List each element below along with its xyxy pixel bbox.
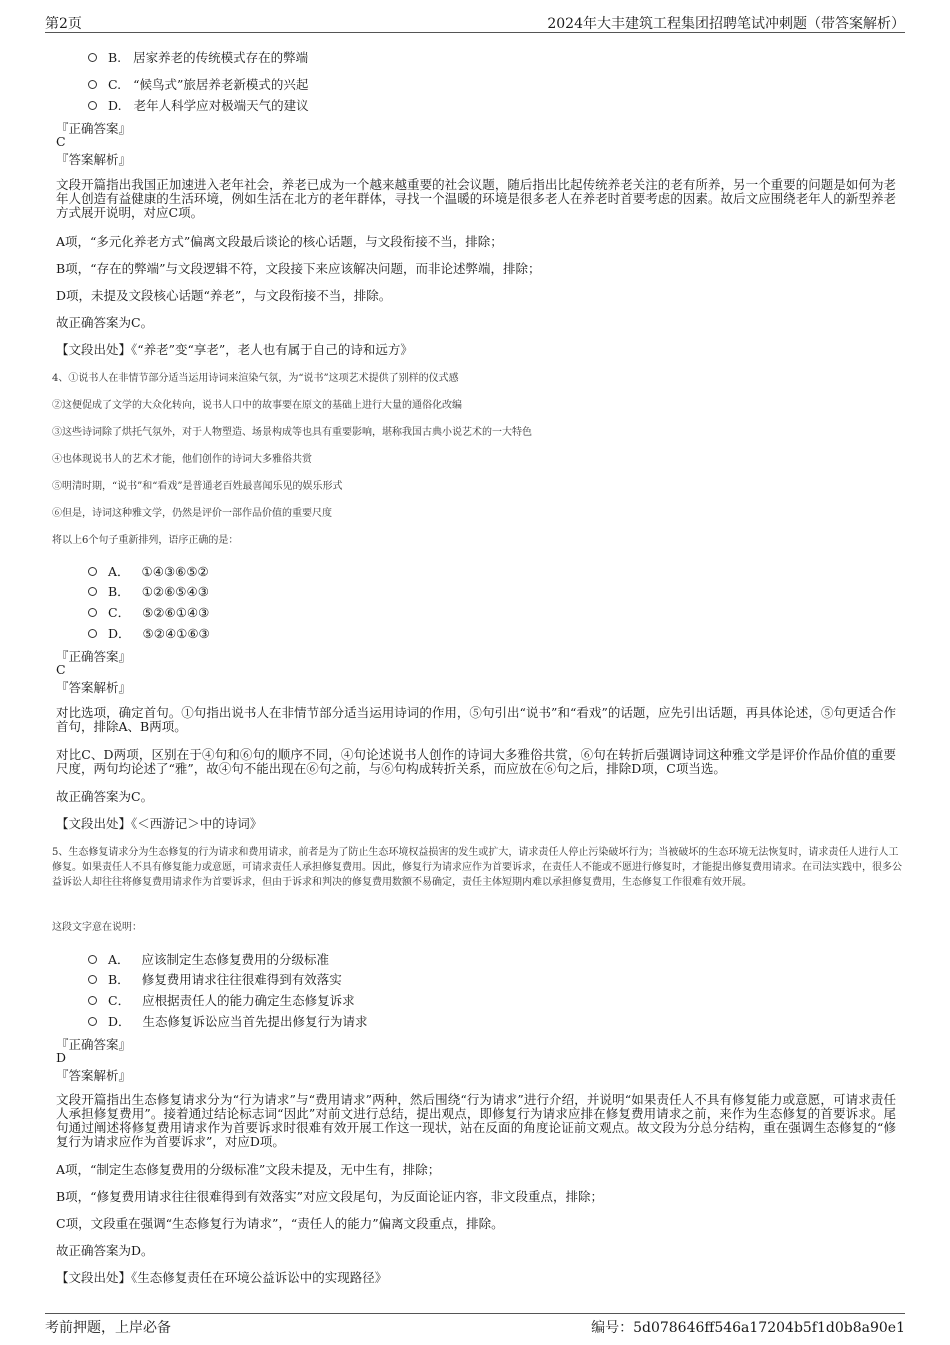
question-stem: 4、①说书人在非情节部分适当运用诗词来渲染气氛，为“说书”这项艺术提供了别样的仪式感 [52,373,459,384]
radio-icon[interactable] [88,955,97,964]
analysis-label: 『答案解析』 [56,152,132,167]
footer-slogan: 考前押题，上岸必备 [45,1320,171,1336]
analysis-paragraph: 对比选项，确定首句。①句指出说书人在非情节部分适当运用诗词的作用，⑤句引出“说书”和“看戏”的话题，应先引出话题，再具体论述，⑤句更适合作首句，排除A、B两项。 [56,705,896,734]
page-header [45,12,905,33]
answer-label: 『正确答案』 [56,1037,132,1052]
radio-icon[interactable] [88,1017,97,1026]
radio-icon[interactable] [88,629,97,638]
q5-option-c[interactable]: C． 应根据责任人的能力确定生态修复诉求 [88,991,355,1009]
question-prompt: 这段文字意在说明： [52,922,142,933]
radio-icon[interactable] [88,975,97,984]
analysis-label: 『答案解析』 [56,680,132,695]
q5-option-a[interactable]: A． 应该制定生态修复费用的分级标准 [88,950,329,968]
analysis-paragraph: C项，文段重在强调“生态修复行为请求”，“责任人的能力”偏离文段重点，排除。 [56,1216,504,1231]
q5-option-d[interactable]: D． 生态修复诉讼应当首先提出修复行为请求 [88,1012,368,1030]
question-stem: ②这便促成了文学的大众化转向，说书人口中的故事要在原文的基础上进行大量的通俗化改编 [52,400,462,411]
q4-option-c[interactable]: C． ⑤②⑥①④③ [88,603,209,621]
question-stem: ⑥但是，诗词这种雅文学，仍然是评价一部作品价值的重要尺度 [52,508,332,519]
radio-icon[interactable] [88,53,97,62]
radio-icon[interactable] [88,996,97,1005]
analysis-paragraph: A项，“多元化养老方式”偏离文段最后谈论的核心话题，与文段衔接不当，排除； [56,234,503,249]
document-code: 编号：5d078646ff546a17204b5f1d0b8a90e1 [591,1320,905,1336]
source-citation: 【文段出处】《“养老”变“享老”，老人也有属于自己的诗和远方》 [56,342,413,357]
analysis-paragraph: 故正确答案为C。 [56,315,154,330]
radio-icon[interactable] [88,608,97,617]
q4-option-a[interactable]: A． ①④③⑥⑤② [88,562,209,580]
analysis-paragraph: 对比C、D两项，区别在于④句和⑥句的顺序不同，④句论述说书人创作的诗词大多雅俗共赏，⑥句在转折后强调诗词这种雅文学是评价作品价值的重要尺度，两句均论述了“雅”，故④句不能出现在⑥句之前，与⑥句构成转折关系，而应放在⑥句之后，排除D项，C项当选。 [56,747,896,776]
question-stem: ③这些诗词除了烘托气氛外，对于人物塑造、场景构成等也具有重要影响，堪称我国古典小说艺术的一大特色 [52,427,532,438]
analysis-label: 『答案解析』 [56,1068,132,1083]
analysis-paragraph: D项，未提及文段核心话题“养老”，与文段衔接不当，排除。 [56,288,392,303]
question-stem: 5、生态修复请求分为生态修复的行为请求和费用请求，前者是为了防止生态环境权益损害的发生或扩大，请求责任人停止污染破坏行为；当被破坏的生态环境无法恢复时，请求责任人进行人工修复。如果责任人不具有修复能力或意愿，可请求责任人承担修复费用。因此，修复行为请求应作为首要诉求，在责任人不能或不愿进行修复时，才能提出修复费用请求。在司法实践中，很多公益诉讼人却往往将修复费用请求作为首要诉求，但由于诉求和判决的修复费用数额不易确定，责任主体短期内难以承担修复费用，生态修复工作很难有效开展。 [52,847,902,888]
analysis-paragraph: B项，“修复费用请求往往很难得到有效落实”对应文段尾句，为反面论证内容，非文段重点，排除； [56,1189,603,1204]
analysis-paragraph: 故正确答案为D。 [56,1243,154,1258]
document-title: 2024年大丰建筑工程集团招聘笔试冲刺题（带答案解析） [547,16,905,32]
q5-option-b[interactable]: B． 修复费用请求往往很难得到有效落实 [88,970,342,988]
q4-option-d[interactable]: D． ⑤②④①⑥③ [88,624,210,642]
analysis-paragraph: B项，“存在的弊端”与文段逻辑不符，文段接下来应该解决问题，而非论述弊端，排除； [56,261,541,276]
analysis-paragraph: A项，“制定生态修复费用的分级标准”文段未提及，无中生有，排除； [56,1162,441,1177]
q3-option-b[interactable]: B. 居家养老的传统模式存在的弊端 [88,48,308,66]
q4-option-b[interactable]: B． ①②⑥⑤④③ [88,582,209,600]
analysis-paragraph: 故正确答案为C。 [56,789,154,804]
radio-icon[interactable] [88,101,97,110]
radio-icon[interactable] [88,567,97,576]
analysis-paragraph: 文段开篇指出我国正加速进入老年社会，养老已成为一个越来越重要的社会议题，随后指出比起传统养老关注的老有所养，另一个重要的问题是如何为老年人创造有益健康的生活环境，例如生活在北方的老年群体，寻找一个温暖的环境是很多老人在养老时首要考虑的因素。故后文应围绕老年人的新型养老方式展开说明，对应C项。 [56,177,896,220]
source-citation: 【文段出处】《生态修复责任在环境公益诉讼中的实现路径》 [56,1270,388,1285]
question-stem: ⑤明清时期，“说书”和“看戏”是普通老百姓最喜闻乐见的娱乐形式 [52,481,343,492]
source-citation: 【文段出处】《＜西游记＞中的诗词》 [56,816,263,831]
answer-value: D [56,1050,67,1065]
q3-option-c[interactable]: C. “候鸟式”旅居养老新模式的兴起 [88,75,308,93]
page-footer [45,1313,905,1334]
answer-value: C [56,134,66,149]
radio-icon[interactable] [88,80,97,89]
question-stem: ④也体现说书人的艺术才能，他们创作的诗词大多雅俗共赏 [52,454,312,465]
q3-option-d[interactable]: D. 老年人科学应对极端天气的建议 [88,96,309,114]
page-number: 第2页 [45,16,82,32]
answer-label: 『正确答案』 [56,649,132,664]
question-prompt: 将以上6个句子重新排列，语序正确的是： [52,535,239,546]
radio-icon[interactable] [88,587,97,596]
answer-label: 『正确答案』 [56,121,132,136]
answer-value: C [56,662,66,677]
analysis-paragraph: 文段开篇指出生态修复请求分为“行为请求”与“费用请求”两种，然后围绕“行为请求”进行介绍，并说明“如果责任人不具有修复能力或意愿，可请求责任人承担修复费用”。接着通过结论标志词“因此”对前文进行总结，提出观点，即修复行为请求应排在修复费用请求之前，来作为生态修复的首要诉求。尾句通过阐述将修复费用请求作为首要诉求时很难有效开展工作这一现状，站在反面的角度论证前文观点。故文段为分总分结构，重在强调生态修复的“修复行为请求应作为首要诉求”，对应D项。 [56,1092,896,1149]
